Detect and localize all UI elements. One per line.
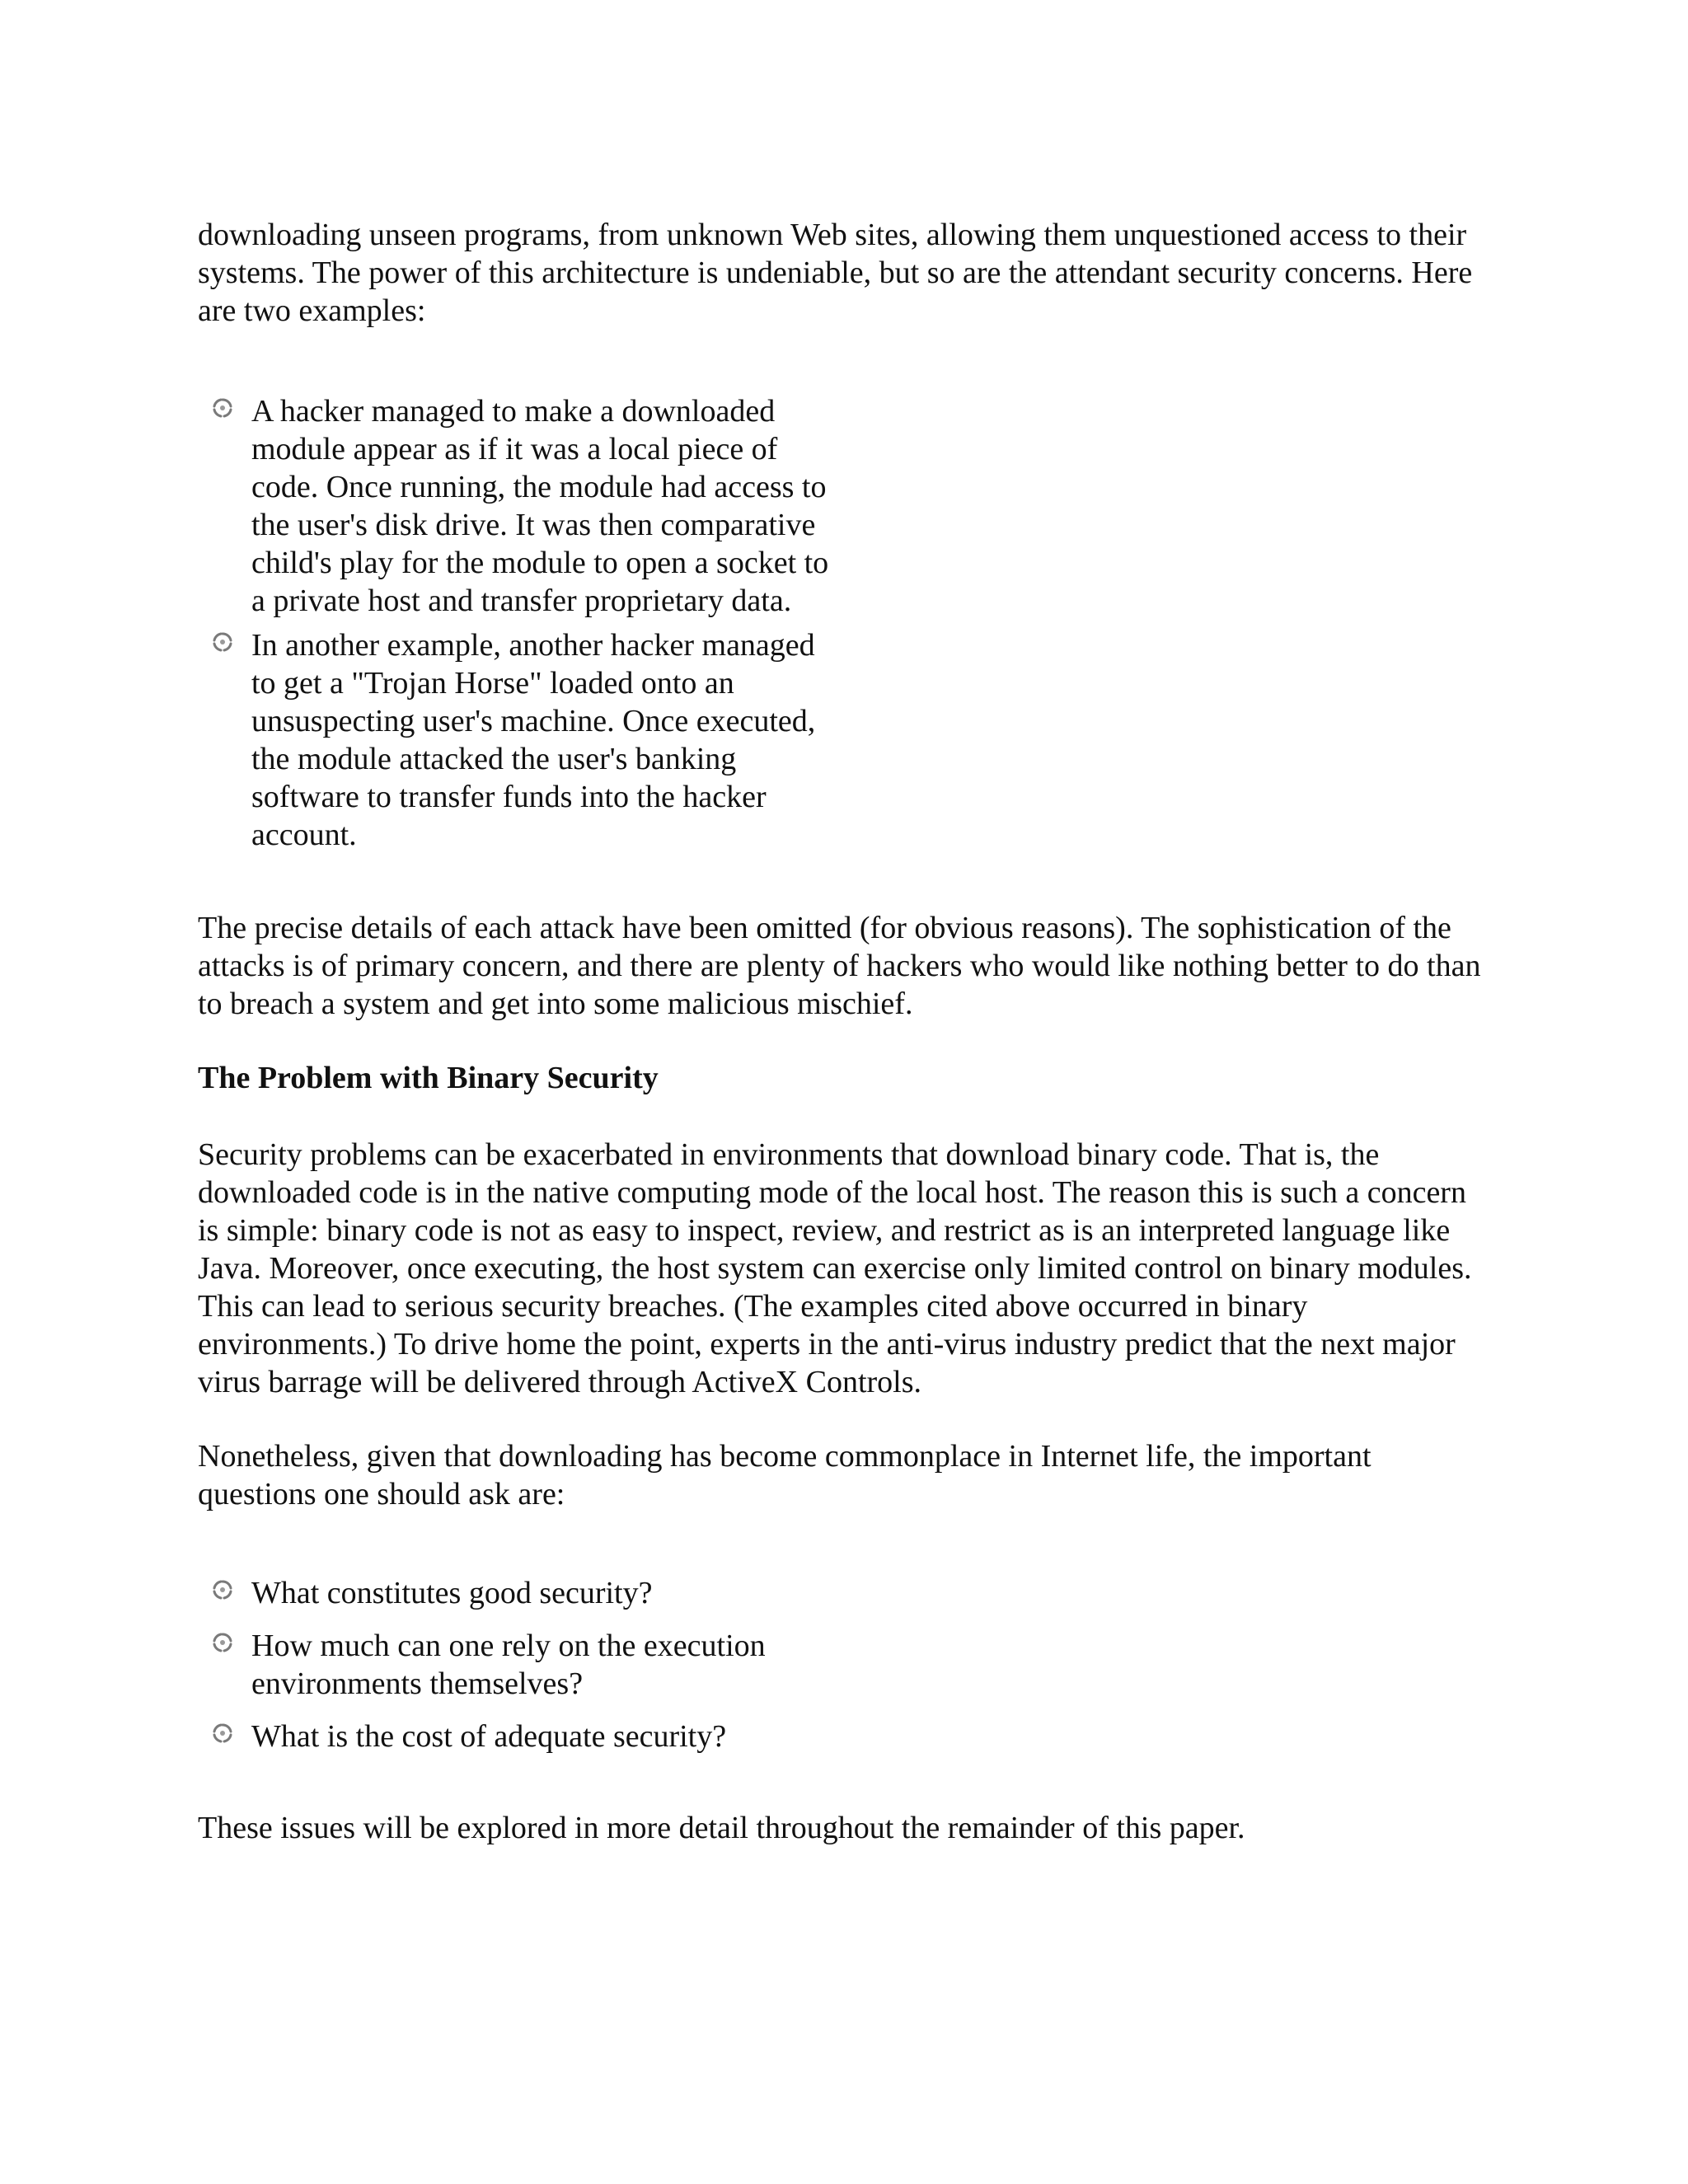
examples-list xyxy=(210,392,828,854)
details-paragraph: The precise details of each attack have been omitted (for obvious reasons). The sophistication of the attacks is of primary concern, and there are plenty of hackers who would like nothing better to do than to breach a system and get into some malicious mischief. xyxy=(198,911,1481,1021)
questions-intro-paragraph: Nonetheless, given that downloading has become commonplace in Internet life, the important questions one should ask are: xyxy=(198,1439,1372,1511)
intro-paragraph: downloading unseen programs, from unknown Web sites, allowing them unquestioned access to their systems. The power of this architecture is undeniable, but so are the attendant security concerns. Here are two examples: xyxy=(198,218,1473,328)
list-item-line: child's play for the module to open a socket to xyxy=(251,546,829,580)
list-item-line: A hacker managed to make a downloaded xyxy=(251,394,776,429)
list-item xyxy=(210,392,828,620)
list-item-line: software to transfer funds into the hacker xyxy=(251,780,767,814)
list-item-line: What is the cost of adequate security? xyxy=(251,1719,727,1754)
binary-security-paragraph: Security problems can be exacerbated in environments that download binary code. That is, the downloaded code is in the native computing mode of the local host. The reason this is such a concern is simple: binary code is not as easy to inspect, review, and restrict as is an interpreted language like Java. Moreover, once executing, the host system can exercise only limited control on binary modules. This can lead to serious security breaches. (The examples cited above occurred in binary environments.) To drive home the point, experts in the anti-virus industry predict that the next major virus barrage will be delivered through ActiveX Controls. xyxy=(198,1137,1472,1399)
swirl-bullet-icon xyxy=(210,1577,235,1602)
list-item xyxy=(210,1718,766,1755)
list-item-line: unsuspecting user's machine. Once executed, xyxy=(251,704,816,738)
list-item xyxy=(210,1627,766,1703)
section-heading: The Problem with Binary Security xyxy=(198,1061,659,1095)
list-item-line: environments themselves? xyxy=(251,1666,584,1701)
list-item-line: a private host and transfer proprietary data. xyxy=(251,583,792,618)
list-item-line: the user's disk drive. It was then comparative xyxy=(251,508,816,542)
questions-list xyxy=(210,1574,766,1755)
swirl-bullet-icon xyxy=(210,1721,235,1746)
list-item-line: code. Once running, the module had access to xyxy=(251,470,827,504)
list-item-line: the module attacked the user's banking xyxy=(251,742,737,776)
swirl-bullet-icon xyxy=(210,1630,235,1655)
list-item-line: How much can one rely on the execution xyxy=(251,1629,766,1663)
list-item-line: account. xyxy=(251,818,357,852)
list-item-line: In another example, another hacker managed xyxy=(251,628,815,663)
closing-paragraph: These issues will be explored in more detail throughout the remainder of this paper. xyxy=(198,1811,1245,1845)
swirl-bullet-icon xyxy=(210,630,235,654)
list-item-line: to get a "Trojan Horse" loaded onto an xyxy=(251,666,734,701)
list-item xyxy=(210,626,828,854)
list-item-line: module appear as if it was a local piece of xyxy=(251,432,778,466)
list-item-line: What constitutes good security? xyxy=(251,1576,653,1610)
swirl-bullet-icon xyxy=(210,396,235,420)
list-item xyxy=(210,1574,766,1612)
